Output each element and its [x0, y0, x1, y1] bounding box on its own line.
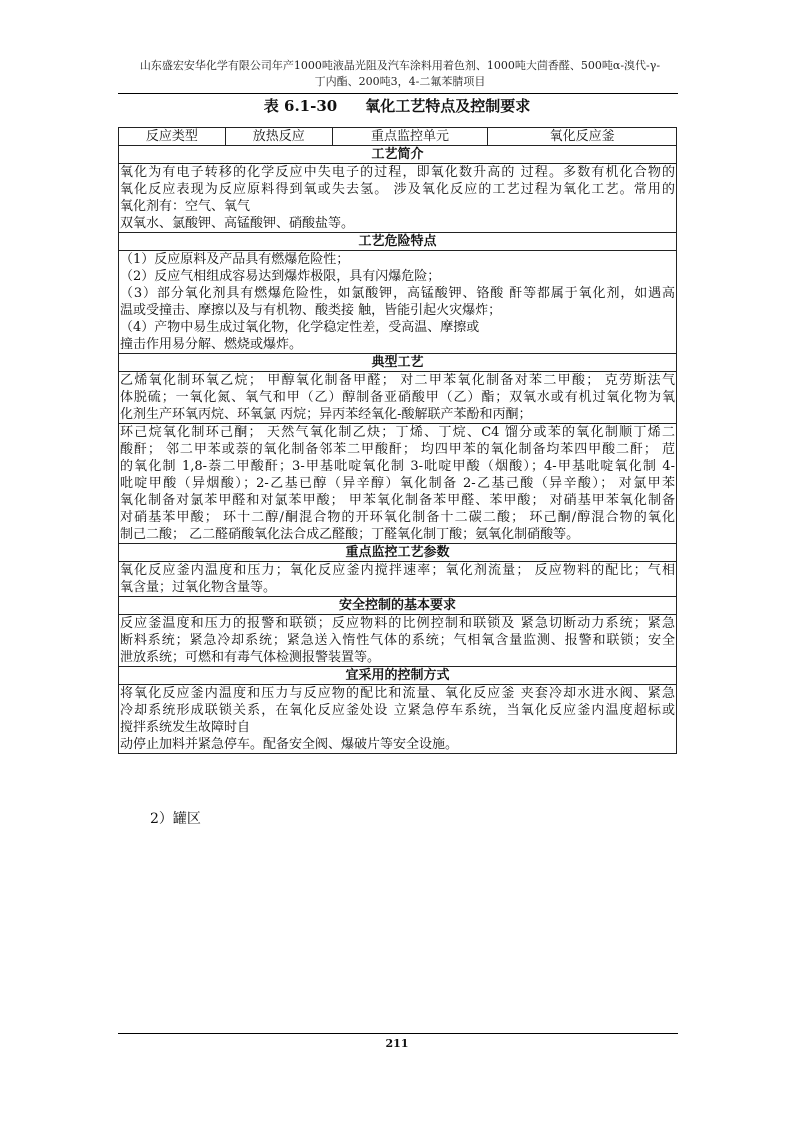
text-line: 氧化反应釜内温度和压力；氧化反应釜内搅拌速率；氧化剂流量； 反应物料的配比；气相: [120, 563, 675, 578]
section-content: [119, 685, 677, 754]
text-line: （2）反应气相组成容易达到爆炸极限，具有闪爆危险；: [120, 269, 441, 284]
text-line: 动停止加料并紧急停车。配备安全阀、爆破片等安全设施。: [120, 737, 459, 752]
text-line: 氧化为有电子转移的化学反应中失电子的过程，即氧化数升高的 过程。多数有机化合物的: [120, 165, 675, 180]
section-content: [119, 424, 677, 544]
section-title-row: [119, 146, 677, 164]
section-content: [119, 372, 677, 424]
text-line: 双氧水、氯酸钾、高锰酸钾、硝酸盐等。: [120, 216, 355, 231]
section-title-row: [119, 597, 677, 615]
text-line: 搅拌系统发生故障时自: [120, 720, 251, 735]
table-head-row: [119, 128, 677, 146]
header-rule: [118, 93, 678, 94]
text-line: 撞击作用易分解、燃烧或爆炸。: [120, 337, 303, 352]
section-title-row: [119, 544, 677, 562]
section-title: 宜采用的控制方式: [119, 667, 677, 685]
section-title-row: [119, 667, 677, 685]
head-cell: 放热反应: [225, 128, 332, 146]
table-number: 表 6.1-30: [263, 97, 338, 115]
text-line: 化剂生产环氧丙烷、环氧氯 丙烷；异丙苯经氧化-酸解联产苯酚和丙酮；: [120, 407, 532, 422]
text-line: 冷却系统形成联锁关系，在氧化反应釜处设 立紧急停车系统，当氧化反应釜内温度超标或: [120, 703, 675, 718]
section-title-row: [119, 354, 677, 372]
oxidation-process-table: [118, 127, 677, 754]
section-content: [119, 615, 677, 667]
text-line: 反应釜温度和压力的报警和联锁；反应物料的比例控制和联锁及 紧急切断动力系统；紧急: [120, 616, 675, 631]
section-content-row: [119, 424, 677, 544]
section-title: 工艺简介: [119, 146, 677, 164]
section-content-row: [119, 372, 677, 424]
section-content: [119, 562, 677, 597]
text-line: （4）产物中易生成过氧化物，化学稳定性差，受高温、摩擦或: [120, 320, 480, 335]
page-number: 211: [385, 1037, 409, 1050]
section-content: [119, 251, 677, 354]
text-line: 氧化剂有：空气、氧气: [120, 199, 251, 214]
text-line: 氧化反应表现为反应原料得到氧或失去氢。 涉及氧化反应的工艺过程为氧化工艺。常用的: [120, 182, 675, 197]
running-header: [110, 58, 690, 90]
footer-rule: [118, 1033, 678, 1034]
section-title: 工艺危险特点: [119, 233, 677, 251]
text-line: 将氧化反应釜内温度和压力与反应物的配比和流量、氧化反应釜 夹套冷却水进水阀、紧急: [120, 686, 675, 701]
section-content-row: [119, 251, 677, 354]
table-title: [0, 96, 794, 116]
section-content-row: [119, 615, 677, 667]
text-line: （3）部分氧化剂具有燃爆危险性，如氯酸钾，高锰酸钾、铬酸 酐等都属于氧化剂，如遇高: [120, 286, 675, 301]
text-line: 乙烯氧化制环氧乙烷； 甲醇氧化制备甲醛； 对二甲苯氧化制备对苯二甲酸； 克劳斯法气: [120, 373, 675, 388]
header-line-2: 丁内酯、200吨3，4-二氟苯腈项目: [314, 75, 486, 88]
text-line: （1）反应原料及产品具有燃爆危险性；: [120, 252, 350, 267]
head-cell: 氧化反应釜: [488, 128, 677, 146]
section-content-row: [119, 685, 677, 754]
section-title: 重点监控工艺参数: [119, 544, 677, 562]
text-line: 环己烷氧化制环己酮； 天然气氧化制乙炔；丁烯、丁烷、C4 馏分或苯的氧化制顺丁烯二: [120, 425, 675, 440]
text-line: 吡啶甲酸（异烟酸）；2-乙基已醇（异辛醇）氧化制备 2-乙基己酸（异辛酸）； 对氯甲苯: [120, 476, 675, 491]
section-title: 安全控制的基本要求: [119, 597, 677, 615]
text-line: 氧含量；过氧化物含量等。: [120, 580, 277, 595]
text-line: 酸酐； 邻二甲苯或萘的氧化制备邻苯二甲酸酐； 均四甲苯的氧化制备均苯四甲酸二酐； 苊: [120, 442, 675, 457]
section-content-row: [119, 562, 677, 597]
head-cell: 反应类型: [119, 128, 226, 146]
subheading-tank-area: 2）罐区: [150, 811, 201, 827]
text-line: 氧化制备对氯苯甲醛和对氯苯甲酸； 甲苯氧化制备苯甲醛、苯甲酸； 对硝基甲苯氧化制备: [120, 493, 675, 508]
section-title-row: [119, 233, 677, 251]
header-line-1: 山东盛宏安华化学有限公司年产1000吨液晶光阻及汽车涂料用着色剂、1000吨大茴香醛、500吨α-溴代-γ-: [139, 59, 661, 72]
table-title-text: 氧化工艺特点及控制要求: [365, 97, 531, 115]
section-content-row: [119, 164, 677, 233]
section-content: [119, 164, 677, 233]
text-line: 的氧化制 1,8-萘二甲酸酐；3-甲基吡啶氧化制 3-吡啶甲酸（烟酸）；4-甲基吡啶氧化制 4-: [120, 459, 675, 474]
section-title: 典型工艺: [119, 354, 677, 372]
head-cell: 重点监控单元: [332, 128, 488, 146]
text-line: 体脱硫；一氧化氮、氧气和甲（乙）醇制备亚硝酸甲（乙）酯；双氧水或有机过氧化物为氧: [120, 390, 675, 405]
text-line: 断料系统；紧急冷却系统；紧急送入惰性气体的系统；气相氧含量监测、报警和联锁；安全: [120, 633, 675, 648]
text-line: 温或受撞击、摩擦以及与有机物、酸类接 触，皆能引起火灾爆炸；: [120, 303, 502, 318]
text-line: 对硝基苯甲酸； 环十二醇/酮混合物的开环氧化制备十二碳二酸； 环己酮/醇混合物的氧化: [120, 510, 675, 525]
text-line: 制己二酸； 乙二醛硝酸氧化法合成乙醛酸；丁醛氧化制丁酸；氨氧化制硝酸等。: [120, 527, 580, 542]
text-line: 泄放系统；可燃和有毒气体检测报警装置等。: [120, 650, 381, 665]
